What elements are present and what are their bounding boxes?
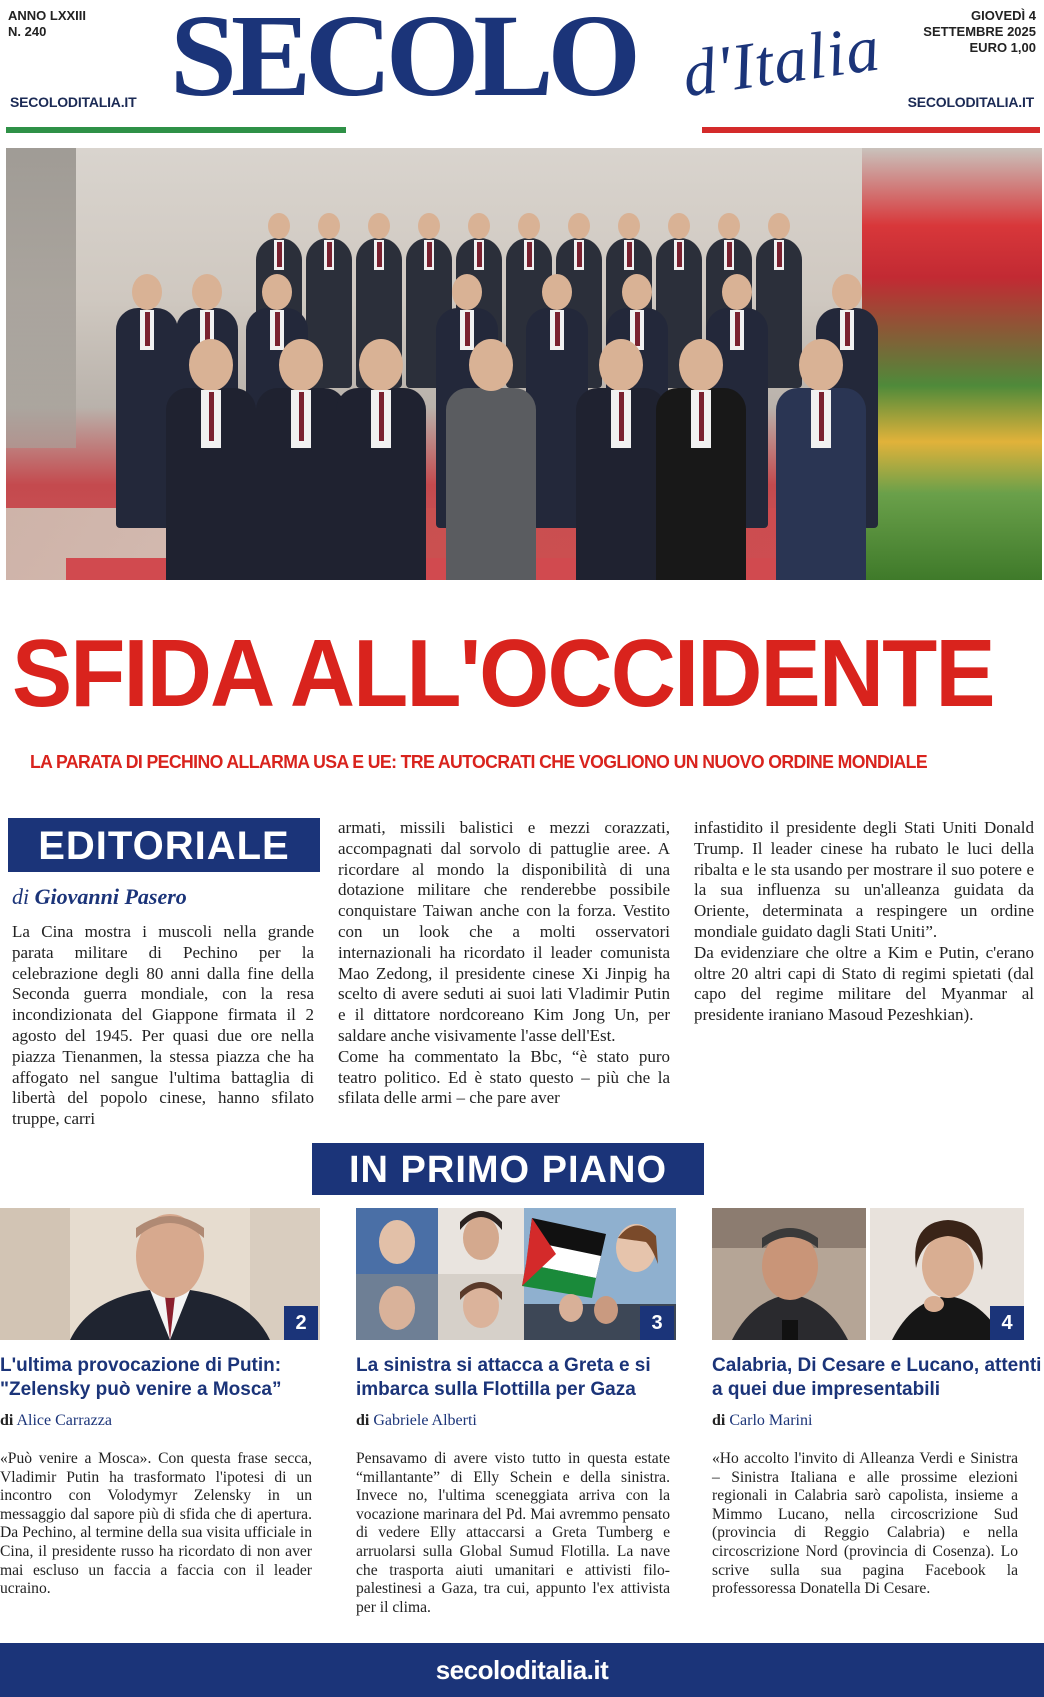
- photo-person-tie: [845, 312, 850, 346]
- story-byline: [356, 1412, 477, 1430]
- issue-month-year: SETTEMBRE 2025: [923, 24, 1036, 39]
- photo-person-tie: [327, 242, 332, 267]
- photo-person-head: [359, 339, 403, 391]
- issue-number: N. 240: [8, 24, 47, 39]
- story-page-badge: 3: [640, 1306, 674, 1340]
- story-photo-putin: [0, 1208, 320, 1340]
- issue-price: EURO 1,00: [969, 40, 1036, 55]
- editorial-byline: [12, 884, 187, 910]
- photo-person-head: [622, 274, 652, 310]
- site-link-left[interactable]: SECOLODITALIA.IT: [10, 94, 137, 110]
- photo-person-head: [668, 213, 690, 240]
- photo-person-head: [469, 339, 513, 391]
- photo-person-head: [542, 274, 572, 310]
- story-byline: [0, 1412, 112, 1430]
- photo-person-head: [452, 274, 482, 310]
- photo-flower-beds: [862, 148, 1042, 580]
- footer-site-link[interactable]: secoloditalia.it: [435, 1655, 609, 1685]
- masthead: [0, 0, 1044, 140]
- photo-person-tie: [377, 242, 382, 267]
- editorial-author[interactable]: Giovanni Pasero: [34, 884, 187, 909]
- photo-person-head: [599, 339, 643, 391]
- editorial-column-2: [338, 818, 670, 1109]
- story-author[interactable]: Carlo Marini: [729, 1412, 813, 1429]
- photo-person-tie: [635, 312, 640, 346]
- story-byline-prefix: di: [712, 1412, 726, 1429]
- date-price-info: [923, 8, 1036, 56]
- editorial-label: EDITORIALE: [8, 818, 320, 872]
- photo-person-tie: [699, 392, 704, 441]
- story-page-badge: 2: [284, 1306, 318, 1340]
- story-body: «Può venire a Mosca». Con questa frase secca, Vladimir Putin ha trasformato l'ipotesi di un incontro con Volodymyr Zelensky in un messaggio dal sapore più di sfida che di apertura. Da Pechino, al termine della sua visita ufficiale in Cina, il presidente russo ha ricordato di non aver mai escluso un faccia a faccia con il leader ucraino.: [0, 1450, 312, 1598]
- story-body: Pensavamo di avere visto tutto in questa estate “millantante” di Elly Schein e della sinistra. Invece no, l'ultima sceneggiata arriva con la vocazione marinara del Pd. Mai avremmo pensato di vedere Elly attaccarsi a Greta Tumberg e arruolarsi sulla Global Sumud Flotilla. La nave che trasporta aiuti umanitari e attivisti filo-palestinesi a Gaza, tra cui, appunto l'ex attivista per il clima.: [356, 1450, 670, 1616]
- editorial-paragraph: armati, missili balistici e mezzi corazzati, accompagnati dal sorvolo di pattuglie aree. A ricordare al mondo la disponibilità di una dotazione militare che renderebbe possibile conquistare Taiwan anche con la forza. Vestito con un look che a molti osservatori internazionali ha ricordato il leader comunista Mao Zedong, il presidente cinese Xi Jinpig ha scelto di avere seduti ai suoi lati Vladimir Putin e il dittatore nordcoreano Kim Jong Un, per saldare anche visivamente l'asse dell'Est.: [338, 818, 670, 1045]
- photo-person-tie: [145, 312, 150, 346]
- story-photo-collage: [356, 1208, 676, 1340]
- photo-person-head: [568, 213, 590, 240]
- story-page-badge: 4: [990, 1306, 1024, 1340]
- flag-stripe-red: [702, 127, 1040, 133]
- newspaper-logo-script: d'Italia: [678, 11, 885, 112]
- photo-person-head: [262, 274, 292, 310]
- footer-bar: [0, 1643, 1044, 1697]
- photo-person-head: [468, 213, 490, 240]
- photo-person-head: [132, 274, 162, 310]
- photo-person-tie: [527, 242, 532, 267]
- editorial-byline-prefix: di: [12, 884, 30, 909]
- story-title[interactable]: Calabria, Di Cesare e Lucano, attenti a quei due impresentabili: [712, 1355, 1042, 1400]
- photo-person: [336, 388, 426, 580]
- story-byline-prefix: di: [356, 1412, 370, 1429]
- photo-person-tie: [619, 392, 624, 441]
- photo-person-head: [718, 213, 740, 240]
- issue-year: ANNO LXXIII: [8, 8, 87, 23]
- photo-person-tie: [275, 312, 280, 346]
- putin-portrait-icon: [0, 1208, 320, 1340]
- issue-day: GIOVEDÌ 4: [970, 8, 1036, 23]
- story-byline-prefix: di: [0, 1412, 14, 1429]
- photo-person-tie: [777, 242, 782, 267]
- photo-person-tie: [465, 312, 470, 346]
- site-link-right[interactable]: SECOLODITALIA.IT: [907, 94, 1034, 110]
- photo-background-tree: [6, 148, 76, 448]
- editorial-column-1: [12, 922, 314, 1130]
- photo-person-tie: [427, 242, 432, 267]
- photo-person-head: [518, 213, 540, 240]
- photo-person: [256, 388, 346, 580]
- photo-person: [166, 388, 256, 580]
- photo-person-head: [722, 274, 752, 310]
- photo-person-tie: [277, 242, 282, 267]
- photo-person-tie: [727, 242, 732, 267]
- editorial-paragraph: Come ha commentato la Bbc, “è stato puro teatro politico. Ed è stato questo – più che la sfilata delle armi – che pare aver: [338, 1046, 670, 1108]
- flag-stripe-green: [6, 127, 346, 133]
- story-photo-duo: [712, 1208, 1024, 1340]
- photo-person-tie: [577, 242, 582, 267]
- photo-person-head: [192, 274, 222, 310]
- story-author[interactable]: Alice Carrazza: [16, 1412, 112, 1429]
- parade-photo: [6, 148, 1042, 580]
- photo-person-tie: [677, 242, 682, 267]
- photo-person-tie: [299, 392, 304, 441]
- story-title[interactable]: La sinistra si attacca a Greta e si imbarca sulla Flottilla per Gaza: [356, 1355, 651, 1400]
- primo-piano-label: IN PRIMO PIANO: [312, 1143, 704, 1195]
- story-title[interactable]: L'ultima provocazione di Putin: "Zelensky può venire a Mosca”: [0, 1355, 282, 1400]
- photo-person-tie: [735, 312, 740, 346]
- photo-person-head: [418, 213, 440, 240]
- story-author[interactable]: Gabriele Alberti: [373, 1412, 477, 1429]
- photo-person-tie: [819, 392, 824, 441]
- photo-person-tie: [555, 312, 560, 346]
- main-headline: SFIDA ALL'OCCIDENTE: [12, 620, 994, 727]
- photo-person: [776, 388, 866, 580]
- photo-person: [446, 388, 536, 580]
- photo-person-head: [618, 213, 640, 240]
- photo-person-head: [799, 339, 843, 391]
- story-body: «Ho accolto l'invito di Alleanza Verdi e Sinistra – Sinistra Italiana e alle prossime elezioni regionali in Calabria sarò capolista, insieme a Mimmo Lucano, nella circoscrizione Sud (provincia di Reggio Calabria) e nella circoscrizione Nord (provincia di Cosenza). Lo scrive sulla sua pagina Facebook la professoressa Donatella Di Cesare.: [712, 1450, 1018, 1598]
- photo-person: [656, 388, 746, 580]
- photo-person-tie: [627, 242, 632, 267]
- photo-person-tie: [379, 392, 384, 441]
- editorial-paragraph: Da evidenziare che oltre a Kim e Putin, c'erano oltre 20 altri capi di Stato di regimi spietati (dal capo del regime militare del Myanmar al presidente iraniano Masoud Pezeshkian).: [694, 942, 1034, 1025]
- photo-person-tie: [477, 242, 482, 267]
- photo-person-head: [832, 274, 862, 310]
- editorial-column-3: [694, 818, 1034, 1026]
- photo-person-head: [318, 213, 340, 240]
- newspaper-logo: SECOLO: [170, 0, 635, 121]
- photo-person-head: [279, 339, 323, 391]
- photo-person-head: [189, 339, 233, 391]
- duo-portraits-icon: [712, 1208, 1024, 1340]
- issue-info: [8, 8, 86, 40]
- photo-person-head: [368, 213, 390, 240]
- photo-person-tie: [209, 392, 214, 441]
- main-subheadline: LA PARATA DI PECHINO ALLARMA USA E UE: TRE AUTOCRATI CHE VOGLIONO UN NUOVO ORDINE MONDIALE: [30, 752, 928, 772]
- collage-portraits-icon: [356, 1208, 676, 1340]
- photo-person-head: [768, 213, 790, 240]
- photo-person-head: [268, 213, 290, 240]
- photo-person-head: [679, 339, 723, 391]
- editorial-paragraph: infastidito il presidente degli Stati Uniti Donald Trump. Il leader cinese ha rubato le luci della ribalta e le sta usando per mostrare il suo potere e la sua influenza su un'alleanza guidata da Oriente, determinata a respingere un ordine mondiale guidato dagli Stati Uniti”.: [694, 818, 1034, 941]
- photo-person: [576, 388, 666, 580]
- editorial-paragraph: La Cina mostra i muscoli nella grande parata militare di Pechino per la celebrazione degli 80 anni dalla fine della Seconda guerra mondiale, con la resa incondizionata del Giappone firmata il 2 agosto del 1945. Per quasi due ore nella piazza Tienanmen, la stessa piazza che ha affogato nel sangue l'ultima battaglia di libertà del popolo cinese, hanno sfilato truppe, carri: [12, 922, 314, 1129]
- story-byline: [712, 1412, 812, 1430]
